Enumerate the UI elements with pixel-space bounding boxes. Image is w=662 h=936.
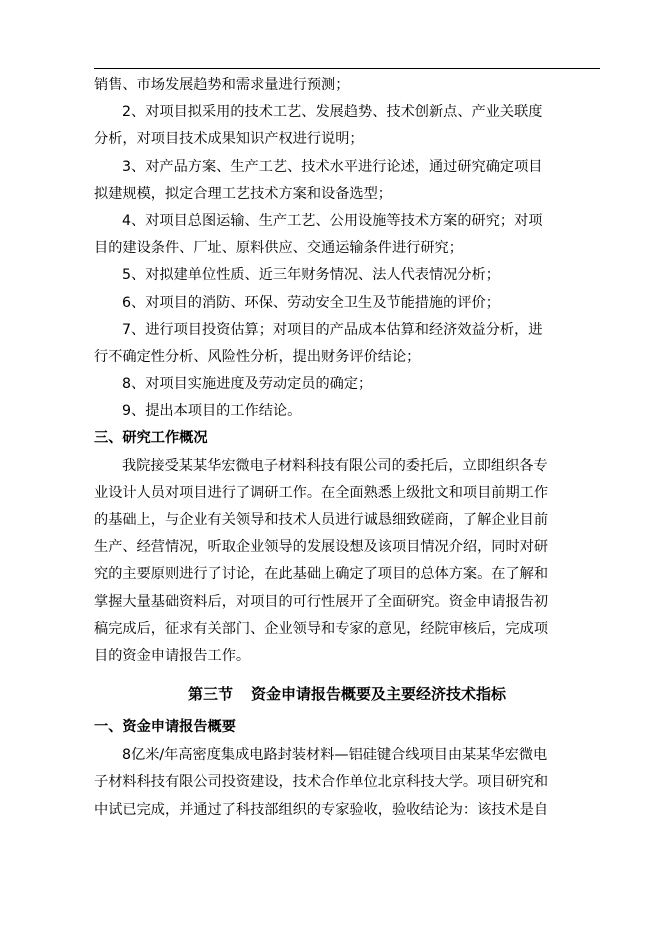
text-line: 销售、市场发展趋势和需求量进行预测； (94, 77, 350, 93)
text-line: 4、对项目总图运输、生产工艺、公用设施等技术方案的研究；对项 (122, 212, 543, 229)
text-line: 生产、经营情况，听取企业领导的发展设想及该项目情况介绍，同时对研 (94, 539, 549, 556)
text-line: 业设计人员对项目进行了调研工作。在全面熟悉上级批文和项目前期工作 (94, 484, 549, 501)
text-line: 掌握大量基础资料后，对项目的可行性展开了全面研究。资金申请报告初 (94, 593, 549, 610)
text-line: 的基础上，与企业有关领导和技术人员进行诚恳细致磋商，了解企业目前 (94, 512, 549, 528)
text-line: 拟建规模，拟定合理工艺技术方案和设备选型； (94, 185, 392, 202)
text-line: 3、对产品方案、生产工艺、技术水平进行论述，通过研究确定项目 (122, 158, 543, 175)
text-line: 6、对项目的消防、环保、劳动安全卫生及节能措施的评价； (122, 294, 500, 311)
text-line: 子材料科技有限公司投资建设，技术合作单位北京科技大学。项目研究和 (94, 774, 549, 791)
text-line: 我院接受某某华宏微电子材料科技有限公司的委托后，立即组织各专 (122, 457, 548, 474)
text-line: 7、进行项目投资估算；对项目的产品成本估算和经济效益分析，进 (122, 321, 543, 338)
text-line: 目的资金申请报告工作。 (94, 647, 251, 664)
document-body (94, 72, 606, 824)
section-heading: 三、研究工作概况 (94, 430, 208, 447)
section-title-text: 资金申请报告概要及主要经济技术指标 (251, 685, 507, 704)
text-line: 目的建设条件、厂址、原料供应、交通运输条件进行研究； (94, 240, 463, 257)
text-line: 稿完成后，征求有关部门、企业领导和专家的意见，经院审核后，完成项 (94, 620, 549, 637)
text-line: 5、对拟建单位性质、近三年财务情况、法人代表情况分析； (122, 267, 500, 284)
header-rule (94, 68, 600, 69)
text-line: 8亿米/年高密度集成电路封装材料—铝硅键合线项目由某某华宏微电 (122, 747, 548, 764)
text-line: 行不确定性分析、风险性分析，提出财务评价结论； (94, 348, 421, 365)
subsection-heading: 一、资金申请报告概要 (94, 719, 236, 736)
text-line: 分析，对项目技术成果知识产权进行说明； (94, 131, 364, 148)
text-line: 究的主要原则进行了讨论，在此基础上确定了项目的总体方案。在了解和 (94, 566, 549, 583)
text-line: 8、对项目实施进度及劳动定员的确定； (122, 376, 373, 393)
text-line: 9、提出本项目的工作结论。 (122, 403, 302, 420)
chapter-section-title (94, 670, 600, 712)
text-line: 中试已完成，并通过了科技部组织的专家验收，验收结论为：该技术是自 (94, 801, 549, 818)
text-line: 2、对项目拟采用的技术工艺、发展趋势、技术创新点、产业关联度 (122, 104, 543, 121)
section-number: 第三节 (187, 685, 233, 704)
